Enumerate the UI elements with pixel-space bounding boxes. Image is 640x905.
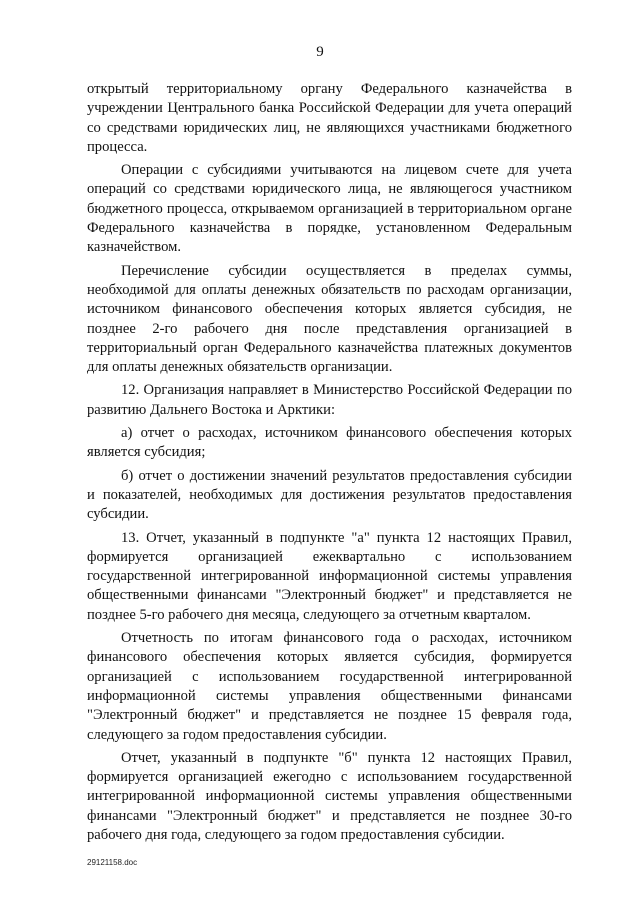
paragraph-subsidy-operations: Операции с субсидиями учитываются на лицевом счете для учета операций со средствами юридического лица, не являющегося участником бюджетного процесса, открываемом организацией в территориальном органе Федерального казначейства в порядке, установленном Федеральным казначейством. (87, 162, 572, 256)
paragraph-continuation: открытый территориальному органу Федерального казначейства в учреждении Центрального банка Российской Федерации для учета операций со средствами юридических лиц, не являющихся участниками бюджетного процесса. (87, 81, 572, 155)
paragraph-report-b: Отчет, указанный в подпункте "б" пункта 12 настоящих Правил, формируется организацией ежегодно с использованием государственной интегрированной информационной системы управления общественными финансами "Электронный бюджет" и представляется не позднее 30-го рабочего дня года, следующего за годом предоставления субсидии. (87, 749, 572, 843)
document-file-code: 29121158.doc (87, 858, 138, 867)
paragraph-item-12-a: а) отчет о расходах, источником финансового обеспечения которых является субсидия; (87, 425, 572, 461)
paragraph-item-12: 12. Организация направляет в Министерство Российской Федерации по развитию Дальнего Востока и Арктики: (87, 382, 572, 418)
page-number: 9 (316, 44, 324, 60)
paragraph-item-13: 13. Отчет, указанный в подпункте "а" пункта 12 настоящих Правил, формируется организацией ежеквартально с использованием государственной интегрированной информационной системы управления общественными финансами "Электронный бюджет" и представляется не позднее 5-го рабочего дня месяца, следующего за отчетным кварталом. (87, 529, 572, 623)
paragraph-item-12-b: б) отчет о достижении значений результатов предоставления субсидии и показателей, необходимых для достижения результатов предоставления субсидии. (87, 467, 572, 523)
document-body (87, 80, 572, 849)
paragraph-annual-reporting: Отчетность по итогам финансового года о расходах, источником финансового обеспечения которых является субсидия, формируется организацией с использованием государственной интегрированной информационной системы управления общественными финансами "Электронный бюджет" и представляется не позднее 15 февраля года, следующего за годом предоставления субсидии. (87, 630, 572, 743)
paragraph-subsidy-transfer: Перечисление субсидии осуществляется в пределах суммы, необходимой для оплаты денежных обязательств по расходам организации, источником финансового обеспечения которых является субсидия, не позднее 2-го рабочего дня после представления организацией в территориальный орган Федерального казначейства платежных документов для оплаты денежных обязательств организации. (87, 262, 572, 376)
